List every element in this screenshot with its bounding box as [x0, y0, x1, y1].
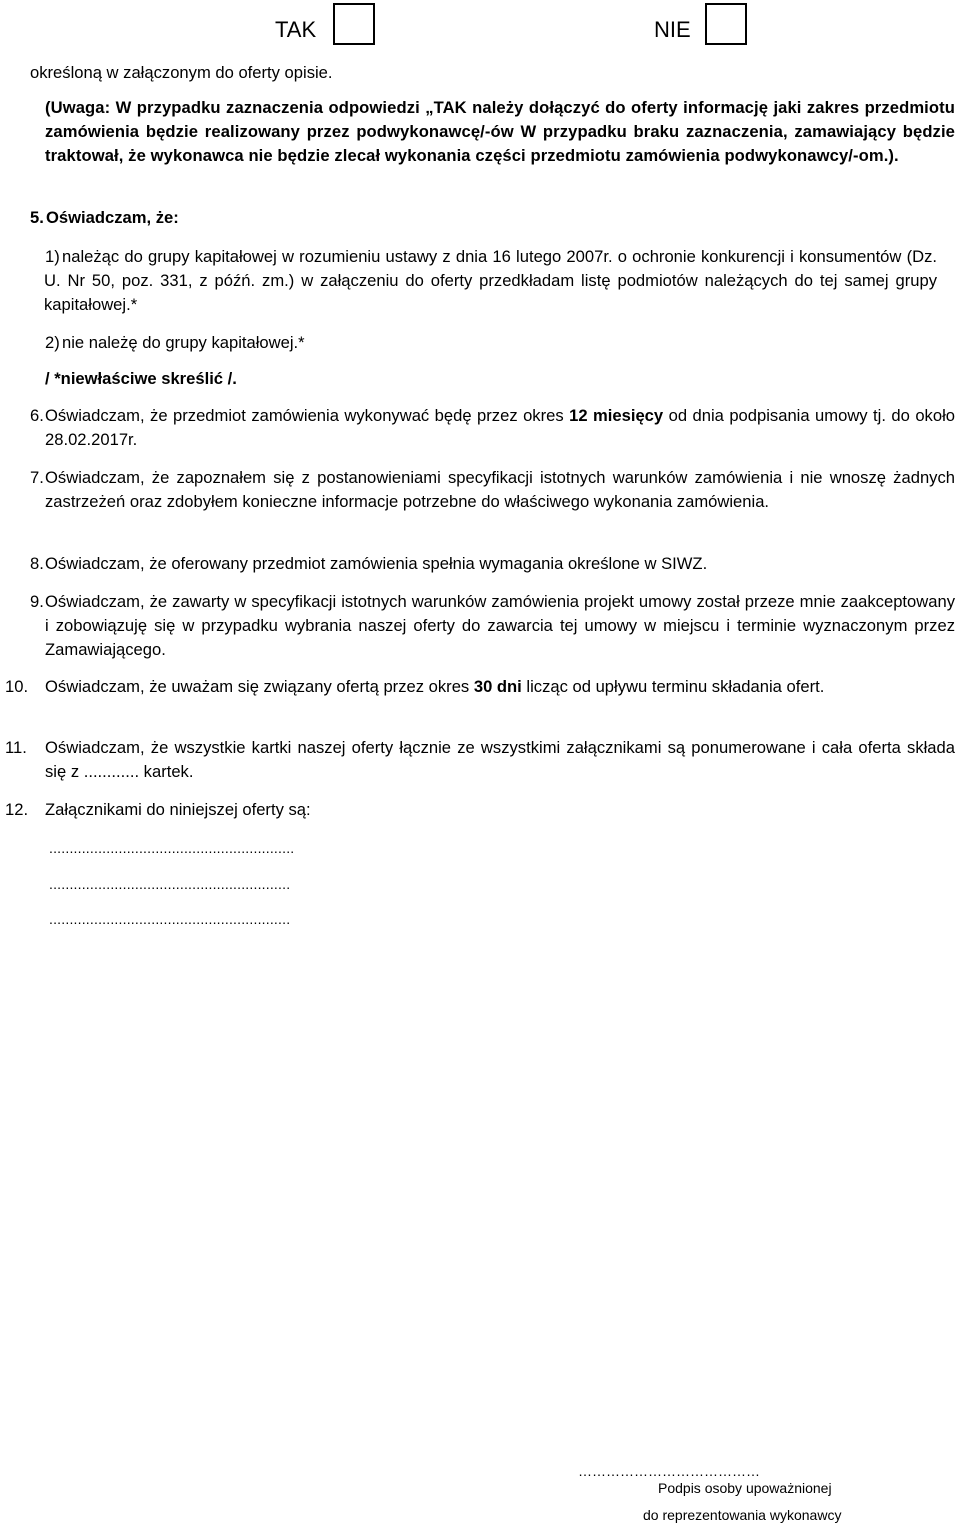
item-8-number: 8. — [30, 554, 44, 573]
item-9-number: 9. — [30, 592, 44, 611]
item-10-duration: 30 dni — [473, 677, 522, 696]
item-8-text: Oświadczam, że oferowany przedmiot zamówienia spełnia wymagania określone w SIWZ. — [45, 554, 708, 573]
nie-label: NIE — [654, 17, 691, 42]
item-6-number: 6. — [30, 406, 44, 425]
item-6-text-b: od dnia podpisania umowy tj. do około 28.02.2017r. — [45, 406, 955, 449]
item-6-duration: 12 miesięcy — [569, 406, 664, 425]
item-5-sub1-text: należąc do grupy kapitałowej w rozumieniu ustawy z dnia 16 lutego 2007r. o ochronie konkurencji i konsumentów (Dz. U. Nr 50, poz. 331, z późń. zm.) w załączeniu do oferty przedkładam listę podmiotów należących do tej samej grupy kapitałowej.* — [44, 247, 937, 314]
item-7-text: Oświadczam, że zapoznałem się z postanowieniami specyfikacji istotnych warunków zamówienia i nie wnoszę żadnych zastrzeżeń oraz zdobyłem konieczne informacje potrzebne do właściwego wykonania zamówienia. — [45, 468, 955, 511]
attachment-line-2: ........................................................... — [49, 876, 291, 892]
strike-note: / *niewłaściwe skreślić /. — [45, 369, 237, 388]
item-5-sub2-text: nie należę do grupy kapitałowej.* — [62, 333, 305, 352]
tak-label: TAK — [275, 17, 317, 42]
item-10-text — [45, 675, 955, 699]
intro-line: określoną w załączonym do oferty opisie. — [30, 63, 333, 82]
nie-checkbox[interactable] — [705, 3, 747, 45]
tak-checkbox[interactable] — [333, 3, 375, 45]
item-11-text: Oświadczam, że wszystkie kartki naszej oferty łącznie ze wszystkimi załącznikami są ponumerowane i cała oferta składa się z ............ kartek. — [45, 738, 955, 781]
signature-dots: ………………………………… — [578, 1463, 760, 1479]
item-6-text-a: Oświadczam, że przedmiot zamówienia wykonywać będę przez okres — [45, 406, 570, 425]
item-12-text: Załącznikami do niniejszej oferty są: — [45, 800, 311, 819]
note-paragraph: (Uwaga: W przypadku zaznaczenia odpowiedzi „TAK należy dołączyć do oferty informację jaki zakres przedmiotu zamówienia będzie realizowany przez podwykonawcę/-ów W przypadku braku zaznaczenia, zamawiający będzie traktował, że wykonawca nie będzie zlecał wykonania części przedmiotu zamówienia podwykonawcy/-om.). — [45, 98, 955, 165]
signature-line-1: Podpis osoby upoważnionej — [658, 1480, 832, 1496]
item-11-number: 11. — [5, 738, 27, 757]
attachment-line-1: ............................................................ — [49, 840, 295, 856]
signature-line-2: do reprezentowania wykonawcy — [643, 1507, 842, 1523]
item-5-number: 5. — [30, 208, 44, 227]
item-5-text: Oświadczam, że: — [46, 208, 179, 227]
item-5-sub2-number: 2) — [45, 333, 60, 352]
item-10-text-b: licząc od upływu terminu składania ofert. — [521, 677, 825, 696]
item-7-number: 7. — [30, 468, 44, 487]
item-10-text-a: Oświadczam, że uważam się związany ofertą przez okres — [45, 677, 474, 696]
item-9-text: Oświadczam, że zawarty w specyfikacji istotnych warunków zamówienia projekt umowy został przeze mnie zaakceptowany i zobowiązuję się w przypadku wybrania naszej oferty do zawarcia tej umowy w miejscu i terminie wyznaczonym przez Zamawiającego. — [45, 592, 955, 659]
item-6-text — [45, 404, 955, 452]
item-5-sub1-number: 1) — [45, 247, 60, 266]
attachment-line-3: ........................................................... — [49, 911, 291, 927]
item-10-number: 10. — [5, 677, 29, 696]
item-12-number: 12. — [5, 800, 29, 819]
